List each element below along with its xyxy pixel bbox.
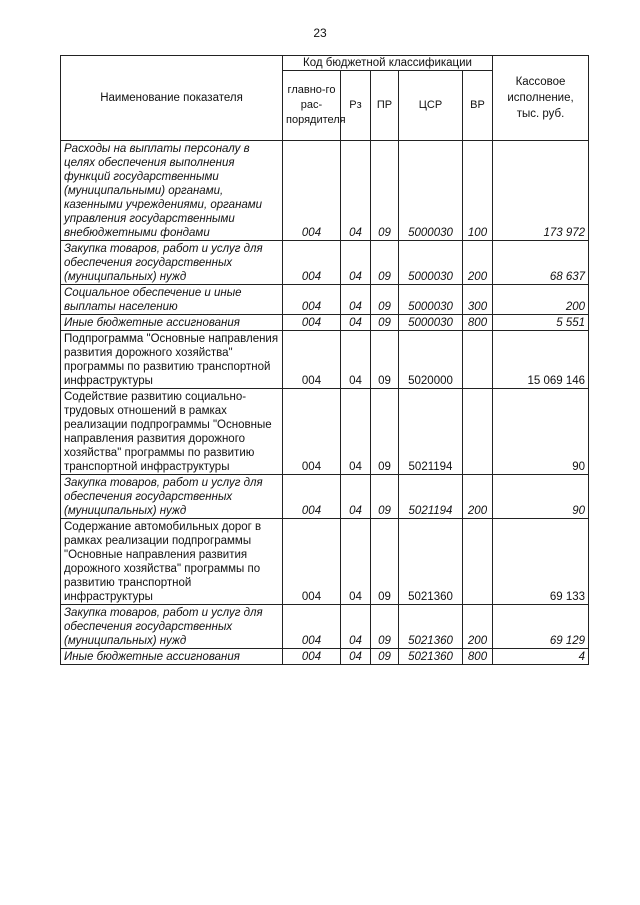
row-admin: 004 (283, 315, 341, 331)
table-row (61, 649, 589, 665)
row-amount: 15 069 146 (493, 331, 589, 389)
row-name: Закупка товаров, работ и услуг для обеспечения государственных (муниципальных) нужд (61, 605, 283, 649)
row-vr: 300 (463, 285, 493, 315)
header-vr: ВР (463, 71, 493, 141)
table-row (61, 605, 589, 649)
row-amount: 69 129 (493, 605, 589, 649)
row-csr: 5021360 (399, 605, 463, 649)
row-admin: 004 (283, 519, 341, 605)
table-row (61, 389, 589, 475)
table-row (61, 315, 589, 331)
row-admin: 004 (283, 389, 341, 475)
row-name: Иные бюджетные ассигнования (61, 649, 283, 665)
table-row (61, 241, 589, 285)
row-csr: 5021360 (399, 519, 463, 605)
row-vr (463, 389, 493, 475)
row-csr: 5000030 (399, 285, 463, 315)
row-name: Подпрограмма "Основные направления развития дорожного хозяйства" программы по развитию транспортной инфраструктуры (61, 331, 283, 389)
header-classification-group: Код бюджетной классификации (283, 56, 493, 71)
row-rz: 04 (341, 475, 371, 519)
row-rz: 04 (341, 331, 371, 389)
row-rz: 04 (341, 389, 371, 475)
row-amount: 68 637 (493, 241, 589, 285)
row-pr: 09 (371, 389, 399, 475)
row-rz: 04 (341, 605, 371, 649)
table-row (61, 475, 589, 519)
row-admin: 004 (283, 331, 341, 389)
row-csr: 5020000 (399, 331, 463, 389)
row-admin: 004 (283, 605, 341, 649)
row-vr: 200 (463, 475, 493, 519)
row-admin: 004 (283, 241, 341, 285)
header-cash-execution: Кассовое исполнение, тыс. руб. (493, 56, 589, 141)
row-name: Закупка товаров, работ и услуг для обеспечения государственных (муниципальных) нужд (61, 241, 283, 285)
row-vr (463, 519, 493, 605)
page-number: 23 (313, 26, 327, 40)
row-csr: 5000030 (399, 141, 463, 241)
row-pr: 09 (371, 605, 399, 649)
row-pr: 09 (371, 241, 399, 285)
table-header (61, 56, 589, 141)
row-name: Содействие развитию социально-трудовых отношений в рамках реализации подпрограммы "Основные направления развития дорожного хозяйства" программы по развитию транспортной инфраструктуры (61, 389, 283, 475)
row-pr: 09 (371, 331, 399, 389)
row-csr: 5021194 (399, 475, 463, 519)
row-name: Расходы на выплаты персоналу в целях обеспечения выполнения функций государственными (муниципальными) органами, казенными учреждениями, органами управления государственными внебюджетными фондами (61, 141, 283, 241)
row-admin: 004 (283, 285, 341, 315)
row-vr: 800 (463, 315, 493, 331)
row-vr: 800 (463, 649, 493, 665)
row-csr: 5000030 (399, 241, 463, 285)
row-pr: 09 (371, 285, 399, 315)
row-pr: 09 (371, 649, 399, 665)
row-csr: 5000030 (399, 315, 463, 331)
row-vr: 200 (463, 241, 493, 285)
row-pr: 09 (371, 141, 399, 241)
row-pr: 09 (371, 475, 399, 519)
row-amount: 69 133 (493, 519, 589, 605)
row-admin: 004 (283, 649, 341, 665)
header-name: Наименование показателя (61, 56, 283, 141)
table-row (61, 285, 589, 315)
row-amount: 90 (493, 389, 589, 475)
row-vr (463, 331, 493, 389)
row-rz: 04 (341, 649, 371, 665)
header-rz: Рз (341, 71, 371, 141)
row-rz: 04 (341, 241, 371, 285)
row-name: Социальное обеспечение и иные выплаты населению (61, 285, 283, 315)
header-pr: ПР (371, 71, 399, 141)
table-body (61, 141, 589, 665)
row-amount: 200 (493, 285, 589, 315)
row-name: Закупка товаров, работ и услуг для обеспечения государственных (муниципальных) нужд (61, 475, 283, 519)
row-name: Иные бюджетные ассигнования (61, 315, 283, 331)
row-pr: 09 (371, 315, 399, 331)
table-row (61, 331, 589, 389)
table-row (61, 519, 589, 605)
row-rz: 04 (341, 315, 371, 331)
row-vr: 100 (463, 141, 493, 241)
row-amount: 90 (493, 475, 589, 519)
row-rz: 04 (341, 141, 371, 241)
row-csr: 5021360 (399, 649, 463, 665)
budget-table (60, 55, 589, 665)
row-vr: 200 (463, 605, 493, 649)
row-amount: 4 (493, 649, 589, 665)
row-pr: 09 (371, 519, 399, 605)
table-row (61, 141, 589, 241)
row-rz: 04 (341, 519, 371, 605)
row-csr: 5021194 (399, 389, 463, 475)
row-admin: 004 (283, 141, 341, 241)
row-rz: 04 (341, 285, 371, 315)
header-csr: ЦСР (399, 71, 463, 141)
row-amount: 173 972 (493, 141, 589, 241)
row-admin: 004 (283, 475, 341, 519)
row-amount: 5 551 (493, 315, 589, 331)
header-admin: главно-го рас-порядителя (283, 71, 341, 141)
row-name: Содержание автомобильных дорог в рамках реализации подпрограммы "Основные направления развития дорожного хозяйства" программы по развитию транспортной инфраструктуры (61, 519, 283, 605)
